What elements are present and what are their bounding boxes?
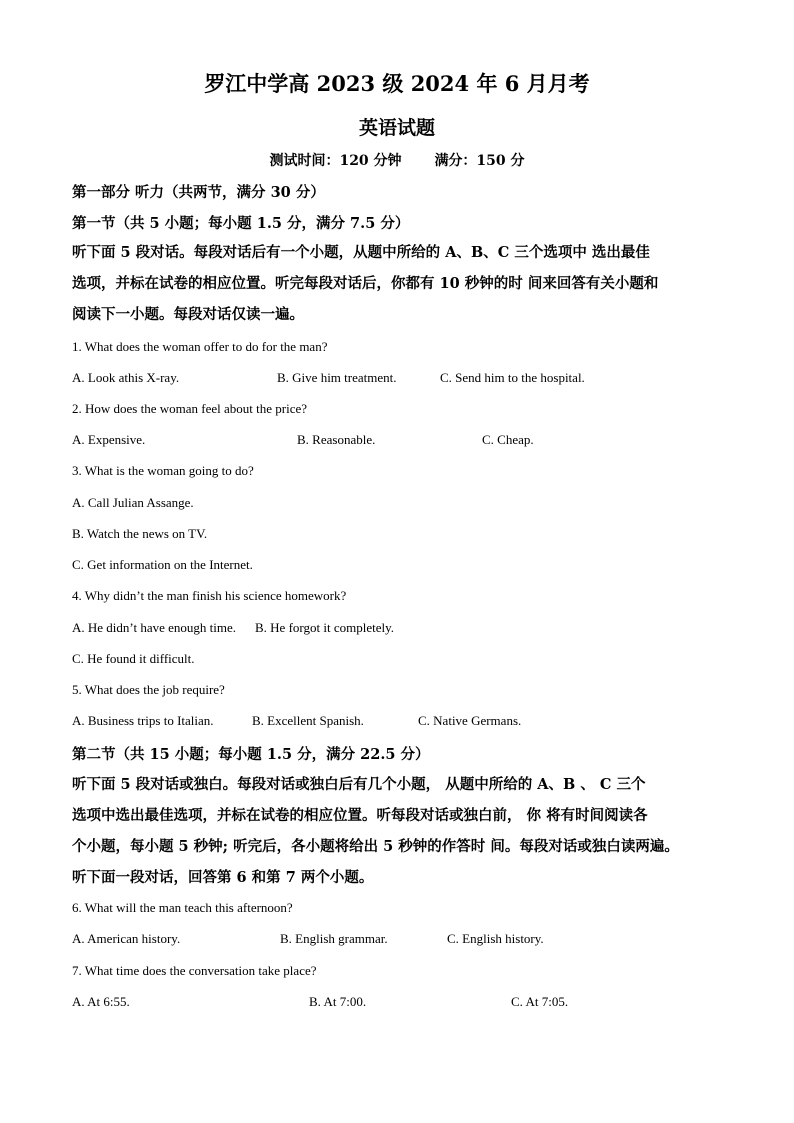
- q5-option-b: B. Excellent Spanish.: [252, 713, 364, 728]
- section1-heading: 第一节（共 5 小题；每小题 1.5 分，满分 7.5 分）: [72, 215, 410, 232]
- q5-option-a: A. Business trips to Italian.: [72, 713, 214, 728]
- q7-option-b: B. At 7:00.: [309, 994, 367, 1009]
- q2-option-c: C. Cheap.: [482, 432, 534, 447]
- q1-option-c: C. Send him to the hospital.: [440, 370, 585, 385]
- q4-option-b: B. He forgot it completely.: [255, 620, 395, 635]
- q7-option-c: C. At 7:05.: [511, 994, 569, 1009]
- q2-option-b: B. Reasonable.: [297, 432, 376, 447]
- instruction-line: 个小题，每小题 5 秒钟; 听完后，各小题将给出 5 秒钟的作答时 间。每段对话或独白读两遍。: [72, 838, 679, 855]
- section2-instructions: [72, 769, 722, 893]
- instruction-line: 听下面一段对话，回答第 6 和第 7 两个小题。: [72, 869, 374, 886]
- q3-option-c: C. Get information on the Internet.: [72, 557, 253, 572]
- instruction-line: 选项，并标在试卷的相应位置。听完每段对话后，你都有 10 秒钟的时 间来回答有关小题和: [72, 275, 659, 292]
- q4-option-a: A. He didn’t have enough time.: [72, 620, 237, 635]
- instruction-line: 听下面 5 段对话或独白。每段对话或独白后有几个小题， 从题中所给的 A、B 、 C 三个: [72, 776, 646, 793]
- question-3: 3. What is the woman going to do?: [72, 463, 254, 478]
- q3-option-a: A. Call Julian Assange.: [72, 495, 194, 510]
- question-1: 1. What does the woman offer to do for the man?: [72, 339, 328, 354]
- full-score: 满分：150 分: [434, 153, 525, 169]
- question-6: 6. What will the man teach this afternoon?: [72, 900, 293, 915]
- q4-option-c: C. He found it difficult.: [72, 651, 195, 666]
- exam-meta: [0, 150, 794, 170]
- q6-option-a: A. American history.: [72, 931, 181, 946]
- q5-option-c: C. Native Germans.: [418, 713, 522, 728]
- instruction-line: 选项中选出最佳选项，并标在试卷的相应位置。听每段对话或独白前， 你 将有时间阅读各: [72, 807, 648, 824]
- test-time: 测试时间：120 分钟: [269, 153, 402, 169]
- question-2: 2. How does the woman feel about the price?: [72, 401, 308, 416]
- exam-title: 罗江中学高 2023 级 2024 年 6 月月考: [204, 71, 590, 96]
- q6-option-b: B. English grammar.: [280, 931, 388, 946]
- q7-option-a: A. At 6:55.: [72, 994, 130, 1009]
- instruction-line: 阅读下一小题。每段对话仅读一遍。: [72, 306, 304, 323]
- q1-option-b: B. Give him treatment.: [277, 370, 397, 385]
- part1-heading: 第一部分 听力（共两节，满分 30 分）: [72, 184, 325, 201]
- instruction-line: 听下面 5 段对话。每段对话后有一个小题，从题中所给的 A、B、C 三个选项中 选出最佳: [72, 244, 650, 261]
- question-7: 7. What time does the conversation take place?: [72, 963, 317, 978]
- question-5: 5. What does the job require?: [72, 682, 225, 697]
- q1-option-a: A. Look athis X-ray.: [72, 370, 180, 385]
- section2-heading: 第二节（共 15 小题；每小题 1.5 分，满分 22.5 分）: [72, 746, 430, 763]
- q6-option-c: C. English history.: [447, 931, 544, 946]
- question-4: 4. Why didn’t the man finish his science homework?: [72, 588, 347, 603]
- q3-option-b: B. Watch the news on TV.: [72, 526, 208, 541]
- q2-option-a: A. Expensive.: [72, 432, 146, 447]
- section1-instructions: [72, 237, 722, 330]
- subject-title: 英语试题: [358, 117, 435, 139]
